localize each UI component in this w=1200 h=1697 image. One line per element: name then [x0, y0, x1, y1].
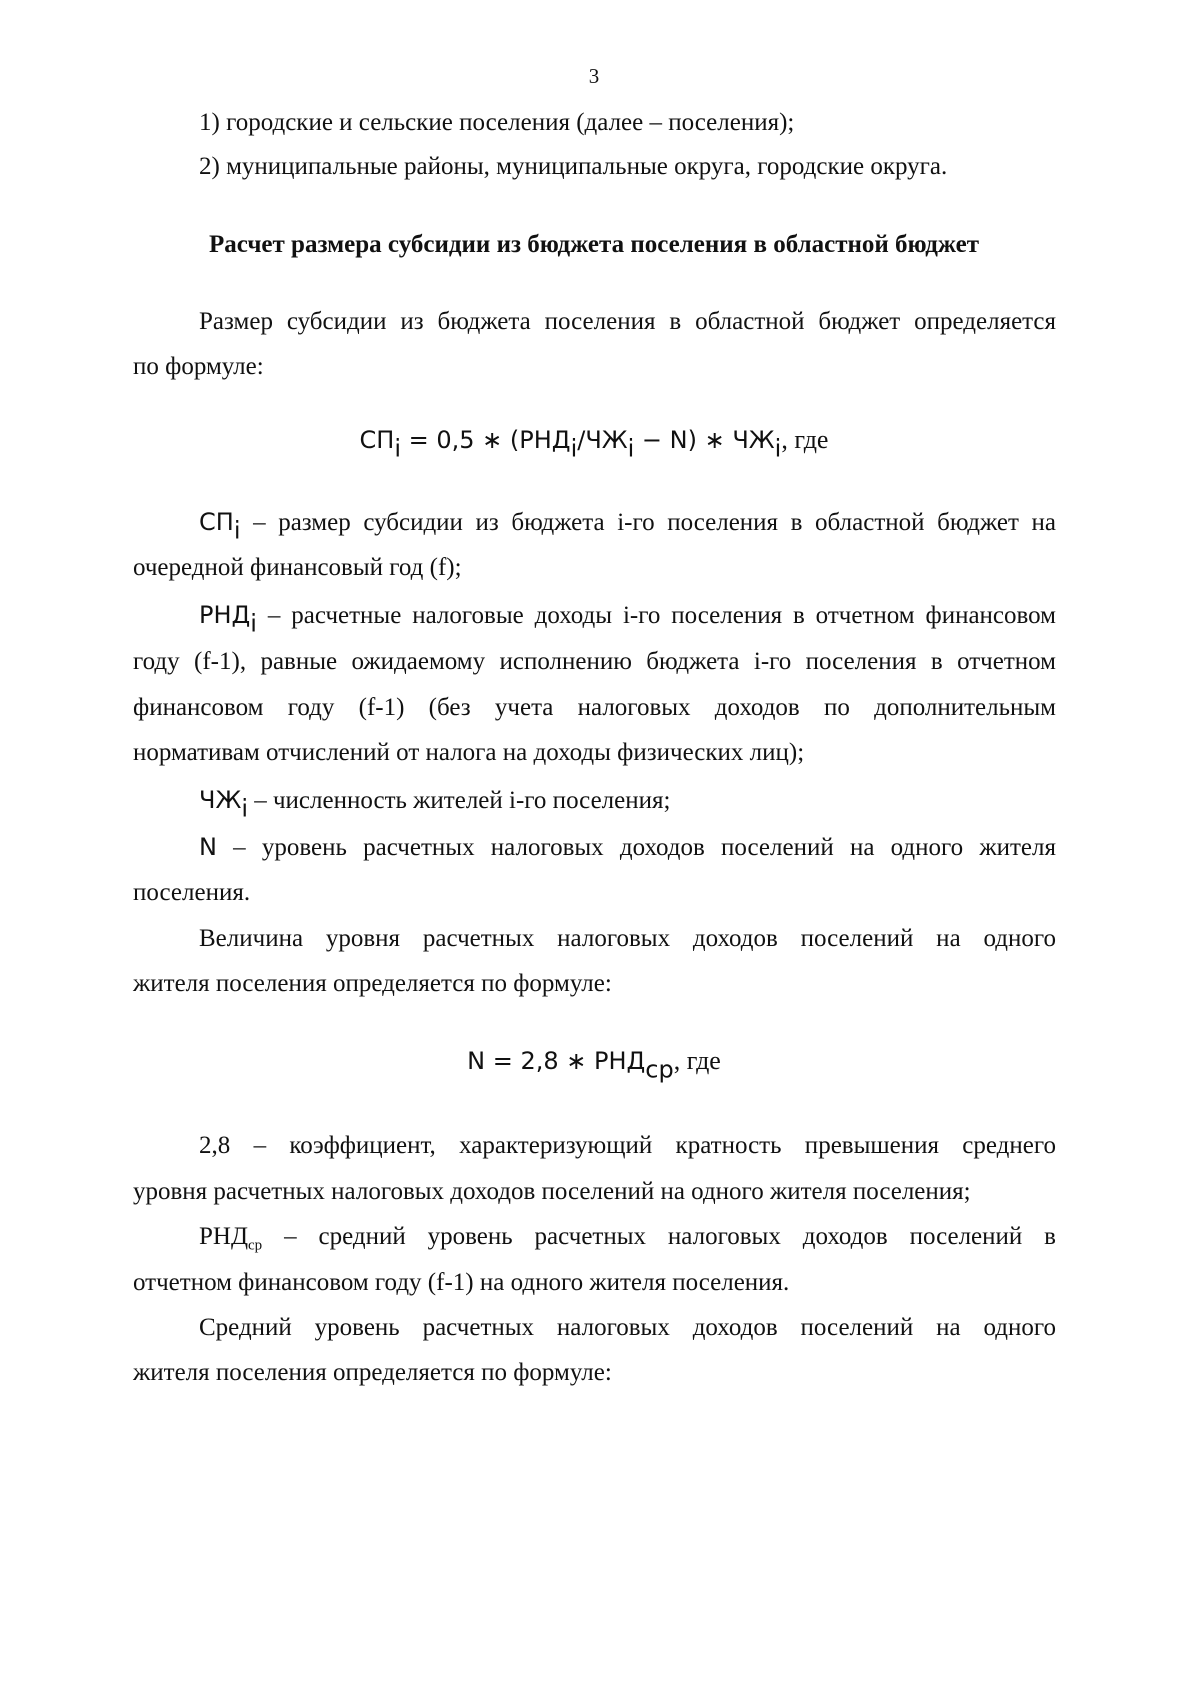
formula-subsidy-sub3: i — [774, 434, 782, 463]
definition-rnd-symbol: РНД — [199, 601, 251, 629]
definition-coefficient-line-2: уровня расчетных налоговых доходов поселений на одного жителя поселения; — [133, 1178, 971, 1205]
definition-rnd-avg-sub: ср — [248, 1237, 263, 1254]
formula-subsidy-lhs: СП — [359, 426, 395, 454]
definition-coefficient-line-1: 2,8 – коэффициент, характеризующий кратность превышения среднего — [199, 1132, 1056, 1159]
definition-sp-text: – размер субсидии из бюджета i-го поселения в областной бюджет на — [240, 509, 1056, 536]
formula-subsidy-part3: − N) ∗ ЧЖ — [634, 426, 775, 454]
definition-rnd-avg-text: – средний уровень расчетных налоговых доходов поселений в — [262, 1223, 1056, 1250]
formula-n — [0, 1045, 1188, 1084]
section-heading: Расчет размера субсидии из бюджета поселения в областной бюджет — [208, 231, 980, 258]
definition-chzh-sub: i — [241, 794, 248, 823]
intro-line-1: Размер субсидии из бюджета поселения в областной бюджет определяется — [199, 308, 1056, 335]
list-item-1: 1) городские и сельские поселения (далее – поселения); — [199, 109, 795, 136]
definition-rnd-line-1 — [199, 600, 1056, 638]
paragraph-n-line-1: Величина уровня расчетных налоговых доходов поселений на одного — [199, 925, 1056, 952]
definition-n-text: – уровень расчетных налоговых доходов поселений на одного жителя — [216, 834, 1056, 861]
definition-rnd-text: – расчетные налоговые доходы i-го поселения в отчетном финансовом — [256, 602, 1056, 629]
definition-n-line-2: поселения. — [133, 879, 251, 906]
definition-chzh-text: – численность жителей i-го поселения; — [247, 787, 671, 814]
definition-rnd-avg-line-2: отчетном финансовом году (f-1) на одного жителя поселения. — [133, 1269, 790, 1296]
definition-n-line-1 — [199, 832, 1056, 863]
definition-sp-line-2: очередной финансовый год (f); — [133, 554, 462, 581]
definition-rnd-avg-symbol: РНД — [199, 1223, 249, 1250]
formula-n-tail: , где — [673, 1046, 721, 1075]
definition-chzh-symbol: ЧЖ — [199, 786, 242, 814]
formula-n-eq: N = 2,8 ∗ РНД — [467, 1047, 646, 1075]
page-number: 3 — [588, 64, 600, 88]
intro-line-2: по формуле: — [133, 353, 264, 380]
formula-subsidy-sub2: i — [627, 434, 635, 463]
formula-subsidy — [0, 424, 1188, 463]
definition-rnd-sub: i — [250, 609, 257, 638]
definition-rnd-line-3: финансовом году (f-1) (без учета налоговых доходов по дополнительным — [133, 694, 1056, 721]
definition-rnd-line-4: нормативам отчислений от налога на доходы физических лиц); — [133, 739, 805, 766]
formula-subsidy-tail: , где — [781, 425, 829, 454]
list-item-2: 2) муниципальные районы, муниципальные округа, городские округа. — [199, 153, 948, 180]
definition-rnd-line-2: году (f-1), равные ожидаемому исполнению бюджета i-го поселения в отчетном — [133, 648, 1056, 675]
definition-sp-line-1 — [199, 507, 1056, 545]
definition-chzh — [199, 785, 671, 823]
paragraph-n-line-2: жителя поселения определяется по формуле: — [133, 970, 612, 997]
formula-subsidy-part2: /ЧЖ — [577, 426, 628, 454]
definition-sp-symbol: СП — [199, 508, 234, 536]
definition-rnd-avg-line-1 — [199, 1222, 1056, 1252]
definition-sp-sub: i — [233, 516, 241, 545]
formula-subsidy-sub1: i — [570, 434, 578, 463]
formula-subsidy-lhs-sub: i — [394, 434, 402, 463]
paragraph-avg-line-2: жителя поселения определяется по формуле: — [133, 1359, 612, 1386]
formula-n-sub: ср — [645, 1055, 674, 1084]
definition-n-symbol: N — [199, 833, 217, 861]
paragraph-avg-line-1: Средний уровень расчетных налоговых доходов поселений на одного — [199, 1314, 1056, 1341]
formula-subsidy-part1: = 0,5 ∗ (РНД — [401, 426, 571, 454]
